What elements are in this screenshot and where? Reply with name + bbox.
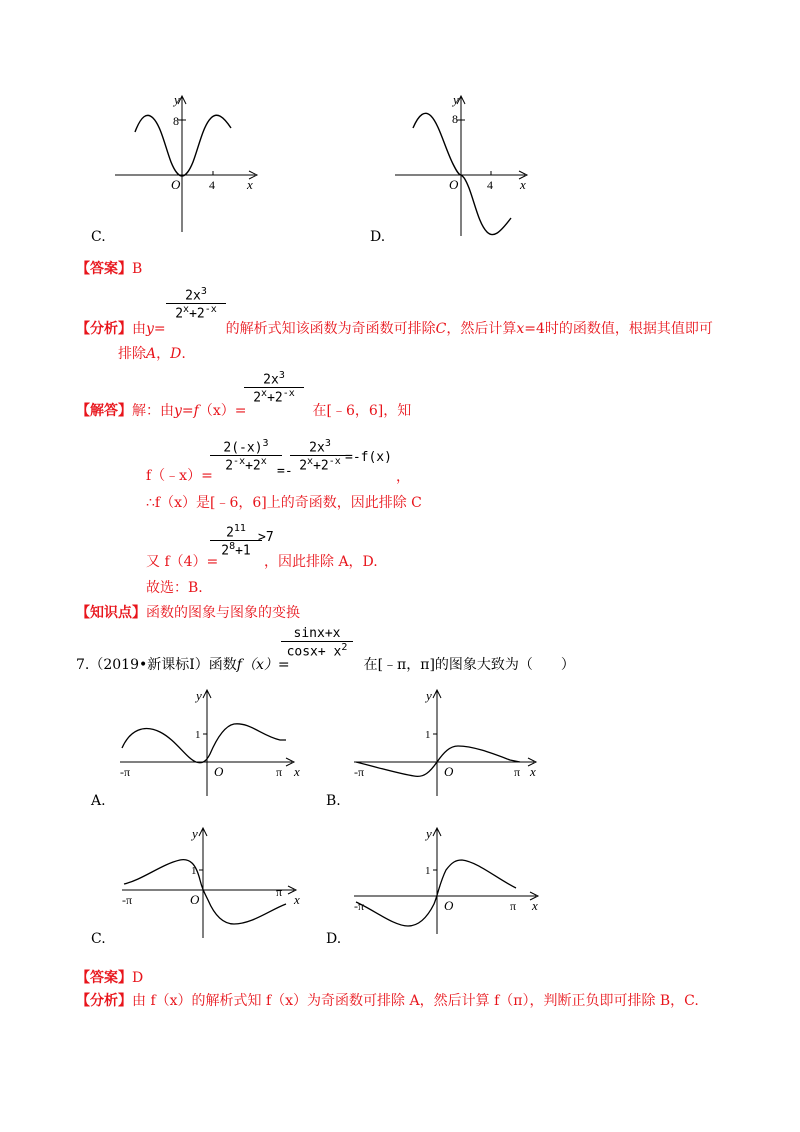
q6-step1-fraction2: $\frac{2x^3}{2^x+2^{-x}}$ xyxy=(290,438,350,474)
q7-option-d: D. xyxy=(326,931,342,947)
svg-text:x: x xyxy=(294,764,300,779)
svg-text:y: y xyxy=(192,826,198,841)
graph-top-c xyxy=(115,92,275,242)
svg-text:O: O xyxy=(444,764,454,779)
q6-step3-fraction: $\frac{2^{11}}{2^8+1}$ xyxy=(210,523,262,559)
q6-step1-comma: ， xyxy=(396,469,410,485)
graph-q7-a xyxy=(116,688,306,808)
svg-text:O: O xyxy=(190,892,200,907)
svg-text:O: O xyxy=(444,898,454,913)
graph-q7-c xyxy=(118,826,308,946)
q6-analysis-fraction: $\frac{2x^3}{2^x+2^{-x}}$ xyxy=(166,286,226,322)
q7-answer: 【答案】D xyxy=(76,970,144,986)
q6-step3-post: ，因此排除 A，D. xyxy=(264,554,378,570)
q6-analysis-line2: 排除A，D. xyxy=(118,346,186,362)
option-c-label: C. xyxy=(91,229,106,245)
svg-text:y: y xyxy=(426,826,432,841)
q6-analysis: 【分析】由y= 的解析式知该函数为奇函数可排除C，然后计算x=4时的函数值，根据其值即可 xyxy=(76,321,713,337)
svg-text:4: 4 xyxy=(487,178,493,192)
svg-text:y: y xyxy=(174,92,180,107)
svg-text:1: 1 xyxy=(425,865,431,877)
q7-analysis: 【分析】由 f（x）的解析式知 f（x）为奇函数可排除 A，然后计算 f（π），判断正负即可排除 B，C. xyxy=(76,993,699,1009)
svg-text:y: y xyxy=(426,688,432,703)
q6-answer: 【答案】B xyxy=(76,261,143,277)
svg-text:-π: -π xyxy=(354,765,365,779)
q6-solution-fraction: $\frac{2x^3}{2^x+2^{-x}}$ xyxy=(244,370,304,406)
svg-text:-π: -π xyxy=(122,893,133,907)
svg-text:π: π xyxy=(514,765,521,779)
svg-text:-π: -π xyxy=(120,765,131,779)
graph-top-d xyxy=(395,92,555,242)
svg-text:x: x xyxy=(532,898,538,913)
q6-knowledge: 【知识点】函数的图象与图象的变换 xyxy=(76,605,300,621)
q7-option-a: A. xyxy=(91,793,106,809)
q6-solution: 【解答】解：由y=f（x）= 在[﹣6，6]，知 xyxy=(76,403,412,419)
svg-text:y: y xyxy=(453,92,459,107)
q6-step1-tail: =-f(x) xyxy=(345,450,392,465)
svg-text:1: 1 xyxy=(425,729,431,741)
q7-fraction: $\frac{\sin x+x}{\cos x+ x^2}$ xyxy=(281,626,353,659)
svg-text:x: x xyxy=(294,892,300,907)
svg-text:π: π xyxy=(276,885,283,899)
svg-text:-π: -π xyxy=(354,899,365,913)
q6-step1-prefix: f（﹣x）= xyxy=(146,468,213,484)
svg-text:8: 8 xyxy=(452,112,458,126)
graph-q7-d xyxy=(350,826,540,946)
svg-text:y: y xyxy=(196,688,202,703)
q6-step3-prefix: 又 f（4）= xyxy=(146,554,219,570)
q7-stem: 7.（2019•新课标Ⅰ）函数f（x）= 在[﹣π，π]的图象大致为（ ） xyxy=(76,657,575,673)
q6-step1-fraction1: $\frac{2(-x)^3}{2^{-x}+2^x}$ xyxy=(210,438,282,474)
q7-option-b: B. xyxy=(326,793,341,809)
svg-text:x: x xyxy=(530,764,536,779)
svg-text:1: 1 xyxy=(195,729,201,741)
svg-text:π: π xyxy=(510,899,517,913)
svg-text:8: 8 xyxy=(173,114,179,128)
q7-option-c: C. xyxy=(91,931,106,947)
q6-step2: ∴f（x）是[﹣6，6]上的奇函数，因此排除 C xyxy=(146,495,422,511)
q6-step3-gt: >7 xyxy=(258,530,274,545)
graph-q7-b xyxy=(350,688,540,808)
option-d-label: D. xyxy=(370,229,386,245)
svg-text:O: O xyxy=(214,764,224,779)
svg-text:O: O xyxy=(171,177,181,192)
svg-text:4: 4 xyxy=(209,178,215,192)
svg-text:O: O xyxy=(449,177,459,192)
svg-text:x: x xyxy=(520,177,526,192)
q6-step4: 故选：B. xyxy=(146,580,203,596)
q6-step1-eq: =- xyxy=(277,464,293,479)
svg-text:1: 1 xyxy=(191,865,197,877)
svg-text:π: π xyxy=(276,765,283,779)
svg-text:x: x xyxy=(247,177,253,192)
